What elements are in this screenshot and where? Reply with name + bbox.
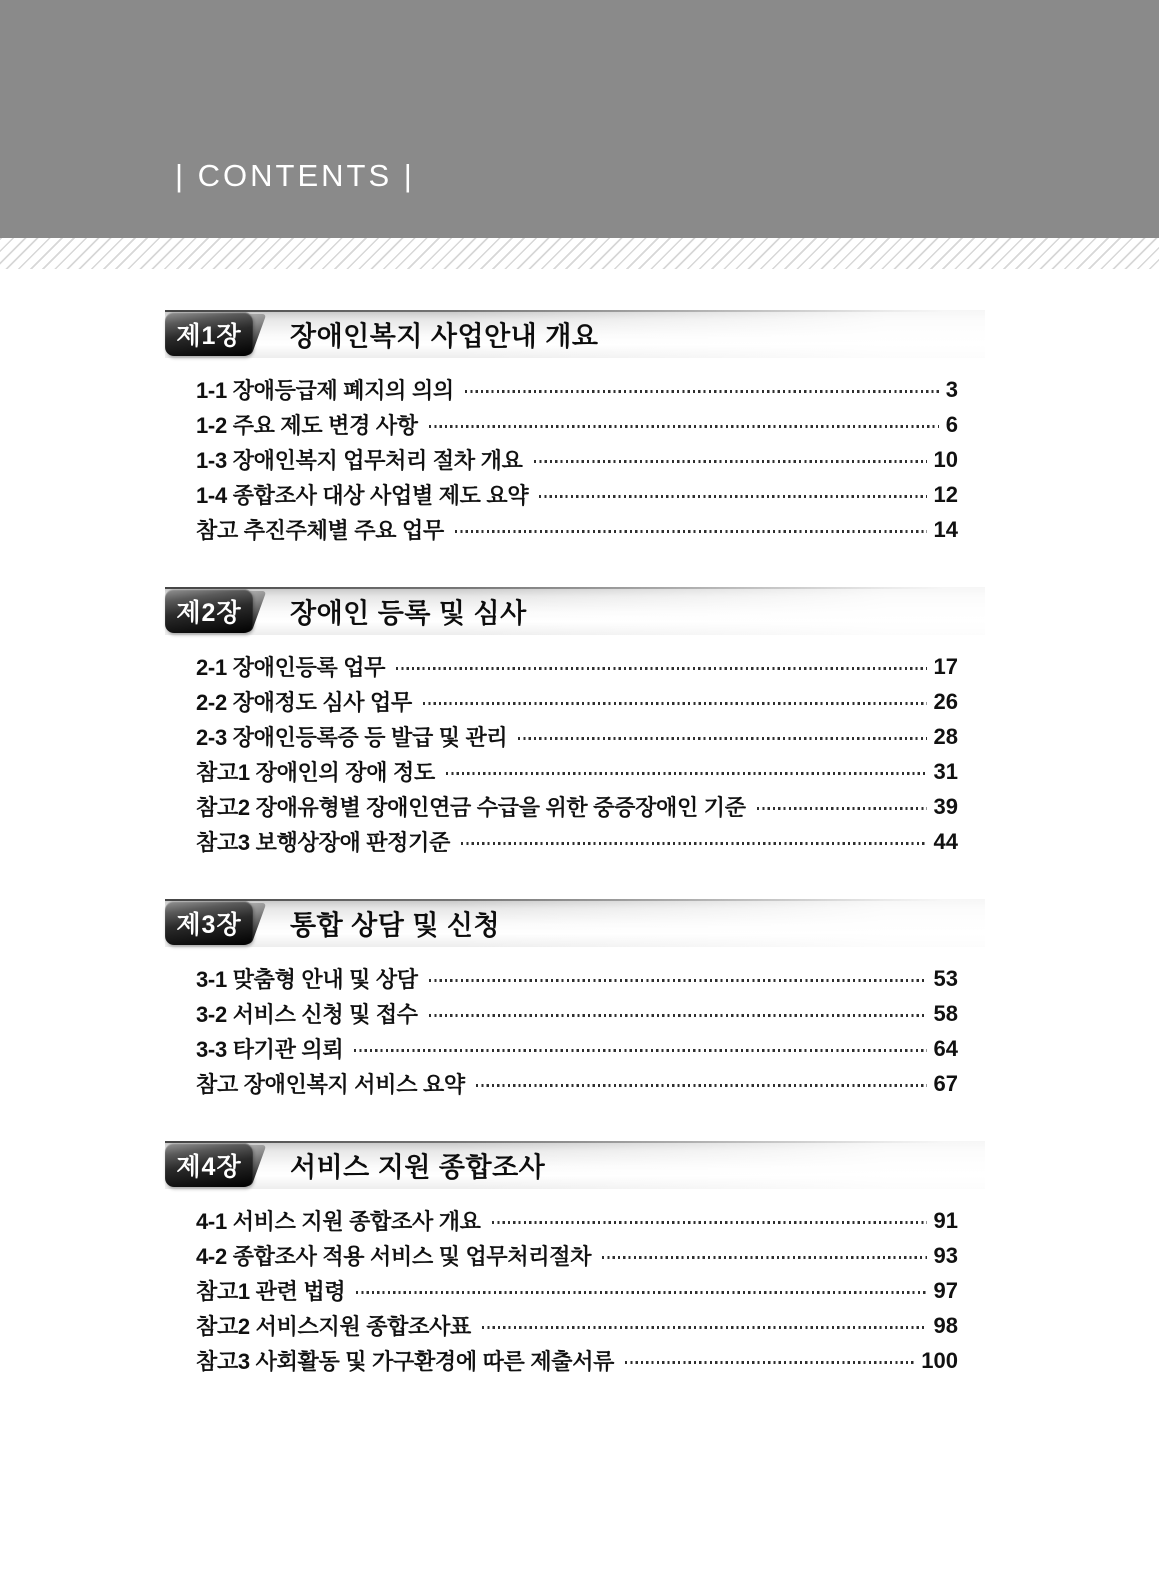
dot-leader [482, 1326, 927, 1329]
chapter3-title: 통합 상담 및 신청 [290, 910, 501, 941]
toc-entry-page: 39 [933, 793, 958, 819]
toc-entry[interactable] [196, 1203, 958, 1238]
toc-entry-page: 28 [933, 723, 958, 749]
dot-leader [602, 1256, 926, 1259]
toc-entry-page: 98 [933, 1312, 958, 1338]
toc-entry[interactable] [196, 477, 958, 512]
toc-entry[interactable] [196, 1066, 958, 1101]
dot-leader [461, 842, 926, 845]
toc-entry-label: 참고1 장애인의 장애 정도 [196, 760, 435, 785]
toc-entry-label: 참고1 관련 법령 [196, 1279, 346, 1304]
toc-section-chapter3 [165, 899, 985, 1101]
toc-entry[interactable] [196, 961, 958, 996]
toc-entry-label: 3-2 서비스 신청 및 접수 [196, 1002, 418, 1027]
toc-entry-page: 100 [921, 1347, 958, 1373]
toc-entry-label: 3-1 맞춤형 안내 및 상담 [196, 967, 418, 992]
toc-entry-label: 참고 장애인복지 서비스 요약 [196, 1072, 465, 1097]
chapter4-banner [165, 1141, 985, 1189]
contents-title: | CONTENTS | [175, 158, 415, 193]
toc-entry[interactable] [196, 996, 958, 1031]
chapter4-title: 서비스 지원 종합조사 [290, 1152, 546, 1183]
chapter2-badge: 제2장 [165, 589, 253, 633]
toc-entry-page: 17 [933, 653, 958, 679]
toc-entry[interactable] [196, 442, 958, 477]
chapter2-banner [165, 587, 985, 635]
toc-entry-label: 참고3 사회활동 및 가구환경에 따른 제출서류 [196, 1349, 615, 1374]
toc-entry-label: 1-4 종합조사 대상 사업별 제도 요약 [196, 483, 529, 508]
dot-leader [518, 737, 926, 740]
chapter3-badge: 제3장 [165, 901, 253, 945]
chapter1-badge: 제1장 [165, 312, 253, 356]
chapter4-badge: 제4장 [165, 1143, 253, 1187]
toc-entry-page: 44 [933, 828, 958, 854]
toc-entry[interactable] [196, 407, 958, 442]
dot-leader [429, 979, 927, 982]
toc-entry[interactable] [196, 1273, 958, 1308]
toc-entry-label: 4-1 서비스 지원 종합조사 개요 [196, 1209, 481, 1234]
dot-leader [625, 1361, 914, 1364]
chapter2-entries [165, 649, 985, 859]
dot-leader [356, 1291, 926, 1294]
toc-entry-label: 1-2 주요 제도 변경 사항 [196, 413, 418, 438]
toc-entry[interactable] [196, 824, 958, 859]
dot-leader [534, 460, 927, 463]
toc-entry-page: 6 [945, 411, 958, 437]
toc-entry-label: 1-1 장애등급제 폐지의 의의 [196, 378, 454, 403]
dot-leader [354, 1049, 926, 1052]
toc-entry-label: 1-3 장애인복지 업무처리 절차 개요 [196, 448, 523, 473]
toc-entry-label: 참고3 보행상장애 판정기준 [196, 830, 451, 855]
toc-entry[interactable] [196, 1031, 958, 1066]
toc-entry-page: 53 [933, 965, 958, 991]
toc-entry-label: 참고2 서비스지원 종합조사표 [196, 1314, 471, 1339]
chapter2-title: 장애인 등록 및 심사 [290, 598, 527, 629]
toc-entry-page: 67 [933, 1070, 958, 1096]
chapter1-banner [165, 310, 985, 358]
dot-leader [757, 807, 927, 810]
dot-leader [396, 667, 926, 670]
toc-entry-label: 4-2 종합조사 적용 서비스 및 업무처리절차 [196, 1244, 592, 1269]
toc-entry-page: 26 [933, 688, 958, 714]
toc-entry-page: 91 [933, 1207, 958, 1233]
toc-entry[interactable] [196, 1308, 958, 1343]
toc-entry[interactable] [196, 754, 958, 789]
toc-section-chapter1 [165, 310, 985, 547]
dot-leader [492, 1221, 927, 1224]
toc-entry-page: 10 [933, 446, 958, 472]
toc-entry-page: 97 [933, 1277, 958, 1303]
diagonal-stripes-band [0, 238, 1159, 269]
dot-leader [423, 702, 927, 705]
toc-entry[interactable] [196, 1238, 958, 1273]
toc-entry-label: 2-2 장애정도 심사 업무 [196, 690, 412, 715]
toc-entry-label: 참고2 장애유형별 장애인연금 수급을 위한 중증장애인 기준 [196, 795, 746, 820]
toc-entry-page: 3 [945, 376, 958, 402]
toc-entry-label: 참고 추진주체별 주요 업무 [196, 518, 444, 543]
toc-section-chapter2 [165, 587, 985, 859]
toc-entry-page: 93 [933, 1242, 958, 1268]
toc-entry[interactable] [196, 372, 958, 407]
dot-leader [539, 495, 926, 498]
toc-entry-page: 58 [933, 1000, 958, 1026]
toc-entry-label: 2-3 장애인등록증 등 발급 및 관리 [196, 725, 508, 750]
toc-entry[interactable] [196, 684, 958, 719]
dot-leader [465, 390, 939, 393]
dot-leader [476, 1084, 927, 1087]
chapter1-entries [165, 372, 985, 547]
toc-entry[interactable] [196, 649, 958, 684]
toc-entry-page: 12 [933, 481, 958, 507]
toc-section-chapter4 [165, 1141, 985, 1378]
toc-entry[interactable] [196, 719, 958, 754]
dot-leader [455, 530, 927, 533]
page-header [0, 0, 1159, 238]
dot-leader [429, 1014, 927, 1017]
chapter3-banner [165, 899, 985, 947]
dot-leader [429, 425, 939, 428]
toc-entry[interactable] [196, 789, 958, 824]
dot-leader [446, 772, 927, 775]
toc-entry-label: 3-3 타기관 의뢰 [196, 1037, 344, 1062]
toc-entry-page: 14 [933, 516, 958, 542]
toc-entry[interactable] [196, 1343, 958, 1378]
table-of-contents [165, 269, 985, 1378]
toc-entry-page: 64 [933, 1035, 958, 1061]
chapter1-title: 장애인복지 사업안내 개요 [290, 321, 599, 352]
chapter3-entries [165, 961, 985, 1101]
toc-entry-page: 31 [933, 758, 958, 784]
toc-entry-label: 2-1 장애인등록 업무 [196, 655, 386, 680]
chapter4-entries [165, 1203, 985, 1378]
toc-entry[interactable] [196, 512, 958, 547]
